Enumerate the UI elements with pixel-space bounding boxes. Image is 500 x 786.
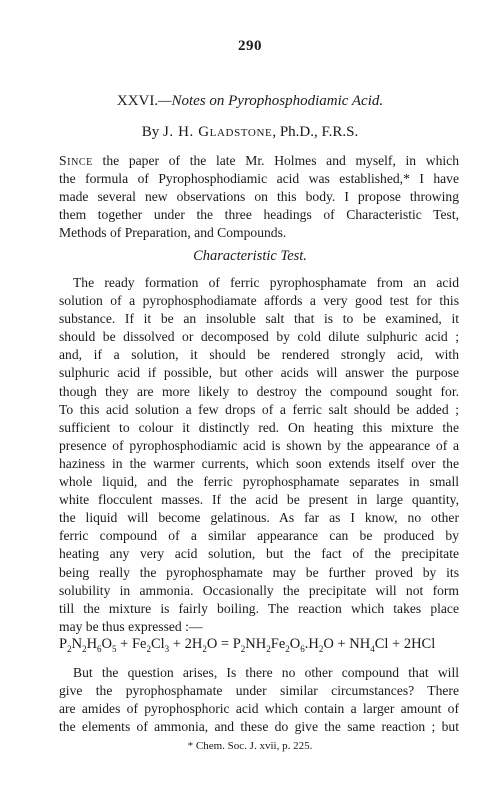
body-line: presence of pyrophosphodiamic acid is shown by the appearance of a <box>59 437 459 453</box>
equation-subscript: 5 <box>112 643 117 654</box>
article-numeral: XXVI. <box>116 93 159 109</box>
section-heading: Characteristic Test. <box>193 248 307 264</box>
body-line: sulphuric acid if possible, but other acids will answer the purpose <box>59 365 459 381</box>
equation-term: O + NH <box>323 636 371 652</box>
equation-subscript: 2 <box>146 643 151 654</box>
body-paragraph <box>59 274 459 636</box>
byline-prefix: By <box>141 124 163 140</box>
equation-term: NH <box>245 636 267 652</box>
body-line: heating any very acid solution, but the fact of the precipitate <box>59 546 459 562</box>
intro-line <box>59 152 459 170</box>
body-line: though they are more likely to destroy the compound sought for. <box>59 383 459 399</box>
intro-line: made several new observations on this body. I propose throwing <box>59 189 459 205</box>
body-line: are amides of pyrophosphoric acid which contain a larger amount of <box>59 701 459 717</box>
author-credentials: , Ph.D., F.R.S. <box>272 124 359 140</box>
equation-subscript: 2 <box>285 643 290 654</box>
body-line: But the question arises, Is there no other compound that will <box>73 665 459 680</box>
body-line: sufficient to colour it distinctly red. On heating this mixture the <box>59 419 459 435</box>
equation-subscript: 2 <box>266 643 271 654</box>
equation-subscript: 4 <box>370 643 375 654</box>
byline <box>0 124 500 141</box>
body-line: solution of a pyrophosphodiamate affords a very good test for this <box>59 293 459 309</box>
equation-subscript: 6 <box>300 643 305 654</box>
equation-term: + Fe <box>116 636 147 652</box>
equation-term: .H <box>304 636 319 652</box>
body-line: the elements of ammonia, and these do give the same reaction ; but <box>59 719 459 735</box>
equation-term: Cl <box>150 636 165 652</box>
intro-paragraph <box>59 152 459 242</box>
body-line: The ready formation of ferric pyrophosphamate from an acid <box>73 275 459 290</box>
equation-term: P <box>59 636 68 652</box>
equation-term: H <box>86 636 98 652</box>
equation-subscript: 6 <box>97 643 102 654</box>
equation-subscript: 2 <box>318 643 324 654</box>
equation-term: O = P <box>206 636 241 652</box>
equation-subscript: 2 <box>202 643 207 654</box>
equation-term: O <box>289 636 301 652</box>
body-line: being really the pyrophosphamate may be further proved by its <box>59 564 459 580</box>
equation-term: Cl + 2HCl <box>374 636 436 652</box>
body-line: haziness in the warmer currents, which soon extends itself over the <box>59 455 459 471</box>
footnote: * Chem. Soc. J. xvii, p. 225. <box>187 740 313 752</box>
body-line: To this acid solution a few drops of a ferric salt should be added ; <box>59 401 459 417</box>
article-title-text: —Notes on Pyrophosphodiamic Acid. <box>158 93 384 109</box>
article-title <box>0 93 500 110</box>
body-paragraph <box>59 664 459 736</box>
equation-term: N <box>71 636 83 652</box>
body-line: should be dissolved or decomposed by cold dilute sulphuric acid ; <box>59 329 459 345</box>
body-line: whole liquid, and the ferric pyrophosphamate separates in small <box>59 474 459 490</box>
equation-subscript: 3 <box>164 643 170 654</box>
equation-term: + 2H <box>169 636 203 652</box>
equation-term: Fe <box>270 636 286 652</box>
body-line: give the pyrophosphamate under similar circumstances? There <box>59 683 459 699</box>
body-line: white flocculent masses. If the acid be present in large quantity, <box>59 492 459 508</box>
intro-line: the formula of Pyrophosphodiamic acid was established,* I have <box>59 171 459 187</box>
intro-line: Methods of Preparation, and Compounds. <box>59 225 287 241</box>
author-name: J. H. Gladstone <box>162 124 273 140</box>
body-line: and, if a solution, it should be rendered strongly acid, with <box>59 347 459 363</box>
intro-line: them together under the three headings of Characteristic Test, <box>59 207 459 223</box>
body-line: solubility in ammonia. Occasionally the precipitate will not form <box>59 582 459 598</box>
equation-subscript: 2 <box>67 643 72 654</box>
chemical-equation <box>59 636 459 654</box>
drop-word: Since <box>59 153 93 168</box>
body-line: the liquid will become gelatinous. As far as I know, no other <box>59 510 459 526</box>
body-line: till the mixture is fairly boiling. The reaction which takes place <box>59 600 459 616</box>
intro-line-rest: the paper of the late Mr. Holmes and myself, in which <box>92 153 459 168</box>
page-number: 290 <box>238 38 262 54</box>
body-line: substance. If it be an insoluble salt that is to be examined, it <box>59 311 459 327</box>
body-line: ferric compound of a similar appearance can be produced by <box>59 528 459 544</box>
equation-subscript: 2 <box>82 643 87 654</box>
body-line: may be thus expressed :— <box>59 618 203 634</box>
equation-term: O <box>101 636 113 652</box>
equation-subscript: 2 <box>240 643 246 654</box>
